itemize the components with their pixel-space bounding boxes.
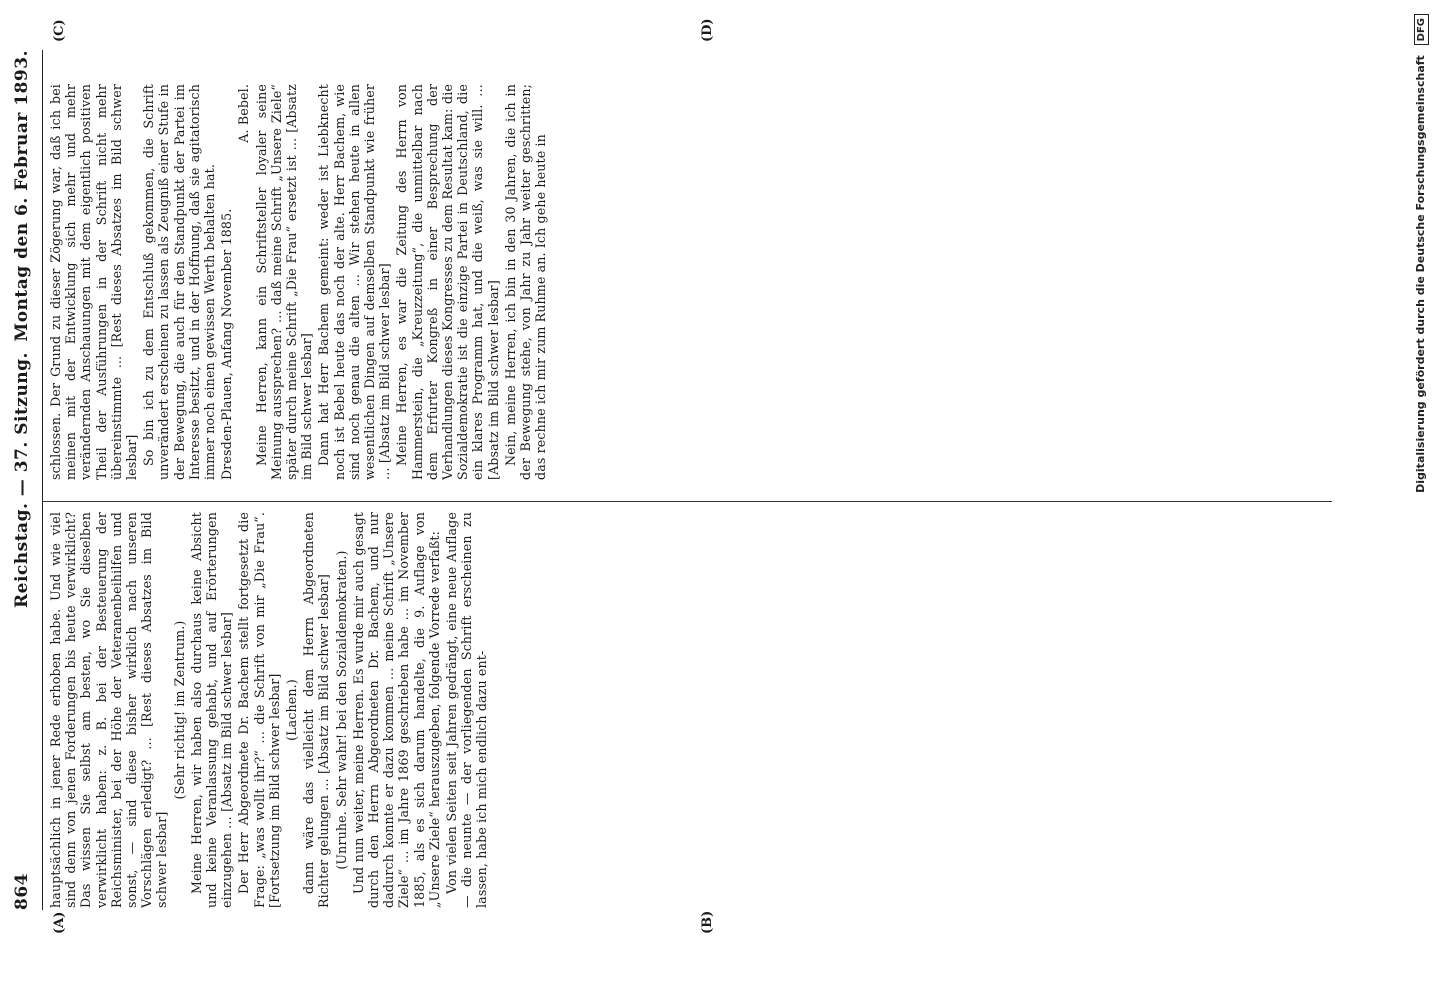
- left-paragraph: (Sehr richtig! im Zentrum.): [171, 620, 187, 800]
- dfg-logo: DFG: [1414, 14, 1429, 45]
- page-number: 864: [12, 873, 32, 910]
- right-paragraph: schlossen. Der Grund zu dieser Zögerung war, daß ich bei meinen mit der Entwicklung sich mehr und mehr verändernden Anschauungen mit dem eigentlich positiven Theil der Ausführungen in der Schrift nicht mehr übereinstimmte … [Rest dieses Absatzes im Bild schwer lesbar]: [48, 84, 140, 480]
- session-date: Montag den 6. Februar 1893.: [12, 50, 32, 342]
- margin-marker-c: (C): [52, 19, 67, 42]
- left-paragraph: dann wäre das vielleicht dem Herrn Abgeordneten Richter gelungen … [Absatz im Bild schwer lesbar]: [301, 512, 332, 908]
- left-paragraph: Von vielen Seiten seit Jahren gedrängt, eine neue Auflage — die neunte — der vorliegenden Schrift erscheinen zu lassen, habe ich mich endlich dazu ent-: [444, 512, 490, 908]
- footer-credit: [1412, 10, 1430, 1000]
- right-text-column: [48, 84, 1333, 480]
- left-text-column: [48, 512, 1333, 908]
- left-paragraph: hauptsächlich in jener Rede erhoben habe. Und wie viel sind denn von jenen Forderungen bis heute verwirklicht? Das wissen Sie selbst am besten, wo Sie dieselben verwirklicht haben: z. B. bei der Besteuerung der Reichsminister, bei der Höhe der Veteranenbeihilfen und sonst, — sind diese bisher wirklich nach unseren Vorschlägen erledigt? … [Rest dieses Absatzes im Bild schwer lesbar]: [48, 512, 170, 908]
- right-paragraph: Nein, meine Herren, ich bin in den 30 Jahren, die ich in der Bewegung stehe, von Jahr zu Jahr weiter geschritten; das rechne ich mir zum Ruhme an. Ich gehe heute in: [502, 84, 549, 480]
- footer-credit-text: Digitalisierung gefördert durch die Deutsche Forschungsgemeinschaft: [1414, 55, 1427, 493]
- digitization-footer: [1412, 0, 1432, 1000]
- right-paragraph: Dann hat Herr Bachem gemeint: weder ist Liebknecht noch ist Bebel heute das noch der alte. Herr Bachem, wie sind noch genau die alten … Wir stehen heute in allen wesentlichen Dingen auf demselben Standpunkt wie früher … [Absatz im Bild schwer lesbar]: [316, 84, 393, 480]
- left-paragraph: Der Herr Abgeordnete Dr. Bachem stellt fortgesetzt die Frage: „was wollt ihr?“ … die Schrift von mir „Die Frau“. [Fortsetzung im Bild schwer lesbar]: [236, 512, 282, 908]
- header-rule: [42, 50, 43, 910]
- right-paragraph: Meine Herren, es war die Zeitung des Herrn von Hammerstein, die „Kreuzzeitung“, die unmittelbar nach dem Erfurter Kongreß in einer Besprechung der Verhandlungen dieses Kongresses zu dem Resultat kam: die Sozialdemokratie ist die einzige Partei in Deutschland, die ein klares Programm hat, und die weiß, was sie will. … [Absatz im Bild schwer lesbar]: [394, 84, 501, 480]
- right-paragraph: Dresden-Plauen, Anfang November 1885.: [219, 208, 235, 480]
- margin-marker-d: (D): [700, 18, 715, 42]
- right-paragraph: So bin ich zu dem Entschluß gekommen, die Schrift unverändert erscheinen zu lassen als Zeugniß einer Stufe in der Bewegung, die auch für den Standpunkt der Partei im Interesse besitzt, und in der Hoffnung, daß sie agitatorisch immer noch einen gewissen Werth behalten hat.: [141, 84, 218, 480]
- right-paragraph: Meine Herren, kann ein Schriftsteller loyaler seine Meinung aussprechen? … daß meine Schrift „Unsere Ziele“ später durch meine Schrift „Die Frau“ ersetzt ist … [Absatz im Bild schwer lesbar]: [253, 84, 315, 480]
- margin-marker-b: (B): [700, 910, 715, 934]
- left-paragraph: (Lachen.): [284, 679, 300, 741]
- page-title: Reichstag. — 37. Sitzung.: [12, 352, 32, 608]
- left-paragraph: (Unruhe. Sehr wahr! bei den Sozialdemokraten.): [333, 550, 349, 870]
- column-divider: [42, 501, 1332, 502]
- left-paragraph: Meine Herren, wir haben also durchaus keine Absicht und keine Veranlassung gehabt, und auf Erörterungen einzugehen … [Absatz im Bild schwer lesbar]: [188, 512, 235, 908]
- page-header: [8, 50, 36, 910]
- margin-marker-a: (A): [52, 911, 67, 934]
- right-paragraph: A. Bebel.: [236, 84, 252, 143]
- left-paragraph: Und nun weiter, meine Herren. Es wurde mir auch gesagt durch den Herrn Abgeordneten Dr. Bachem, und nur dadurch konnte er dazu kommen … meine Schrift „Unsere Ziele“ … im Jahre 1869 geschrieben habe … im November 1885, als es sich darum handelte, die 9. Auflage von „Unsere Ziele“ herauszugeben, folgende Vorrede verfaßt:: [350, 512, 442, 908]
